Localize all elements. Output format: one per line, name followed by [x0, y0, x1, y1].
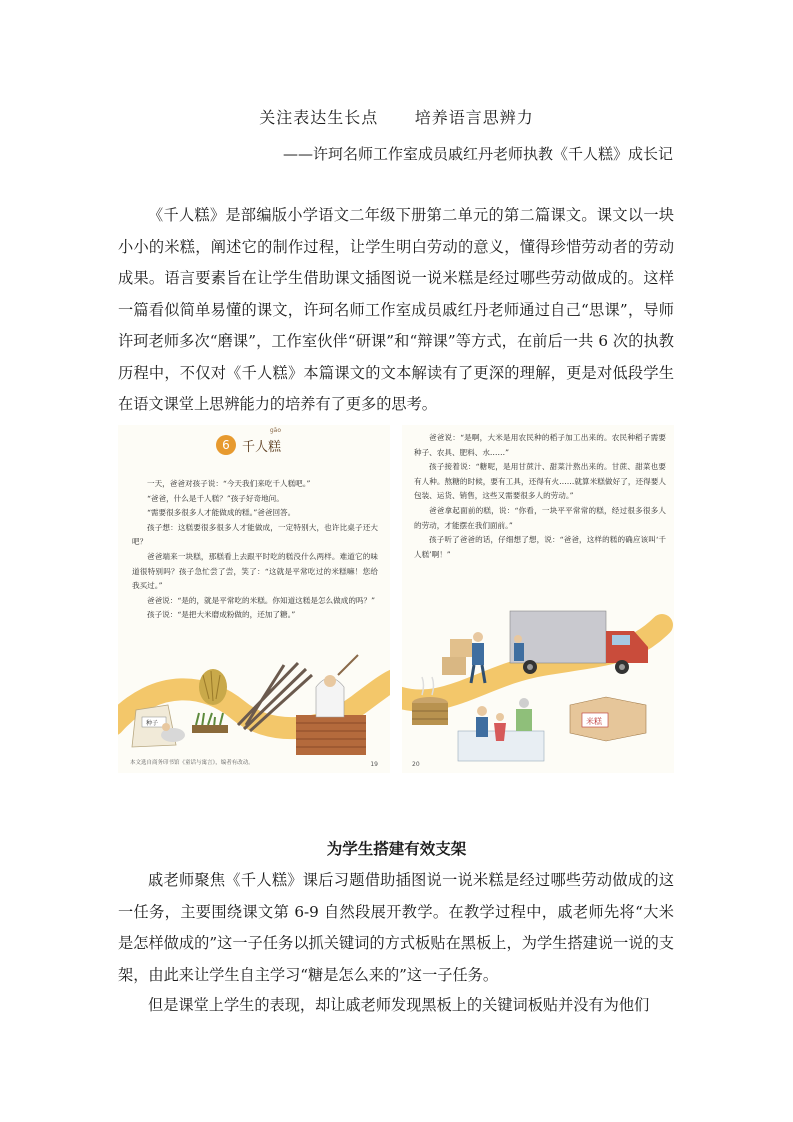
lesson-heading: [216, 426, 282, 455]
textbook-left-page: [118, 425, 390, 773]
lesson-title: [242, 426, 282, 455]
intro-paragraph: 《千人糕》是部编版小学语文二年级下册第二单元的第二篇课文。课文以一块小小的米糕，阐述它的制作过程，让学生明白劳动的意义，懂得珍惜劳动者的劳动成果。语言要素旨在让学生借助课文插图说一说米糕是经过哪些劳动做成的。这样一篇看似简单易懂的课文，许珂名师工作室成员戚红丹老师通过自己“思课”，导师许珂老师多次“磨课”，工作室伙伴“研课”和“辩课”等方式，在前后一共 6 次的执教历程中，不仅对《千人糕》本篇课文的文本解读有了更深的理解，更是对低段学生在语文课堂上思辨能力的培养有了更多的思考。: [118, 206, 674, 413]
lesson-title-text: 千人糕: [242, 439, 282, 455]
shop-counter-illustration: [458, 698, 544, 761]
story-paragraph: 一天，爸爸对孩子说：“今天我们来吃千人糕吧。”: [147, 479, 311, 488]
lesson-title-pinyin: gāo: [269, 426, 282, 434]
story-paragraph: 孩子想：这糕要很多很多人才能做成，一定特别大，也许比桌子还大吧？: [132, 522, 378, 547]
story-paragraph: 爸爸端来一块糕，那糕看上去跟平时吃的糕没什么两样。难道它的味道很特别吗？孩子急忙尝了尝，笑了：“这就是平常吃过的米糕嘛！您给我买过。”: [132, 551, 378, 591]
story-paragraph: 爸爸说：“是啊，大米是用农民种的稻子加工出来的。农民种稻子需要种子、农具、肥料、水……”: [414, 433, 666, 457]
section-paragraph: 戚老师聚焦《千人糕》课后习题借助插图说一说米糕是经过哪些劳动做成的这一任务，主要围绕课文第 6-9 自然段展开教学。在教学过程中，戚老师先将“大米是怎样做成的”这一子任务以抓关键词的方式板贴在黑板上，为学生搭建说一说的支架，由此来让学生自主学习“糖是怎么来的”这一子任务。: [118, 871, 674, 984]
section-heading: 为学生搭建有效支架: [326, 839, 467, 858]
story-paragraph: 爸爸拿起面前的糕，说：“你看，一块平平常常的糕，经过很多很多人的劳动，才能摆在我们面前。”: [414, 505, 666, 530]
lesson-number-badge: 6: [216, 435, 236, 455]
steamer-basket-illustration: [412, 677, 448, 725]
rice-bundle-illustration: [199, 669, 227, 705]
section-paragraph: 但是课堂上学生的表现，却让戚老师发现黑板上的关键词板贴并没有为他们: [148, 996, 650, 1014]
right-page-number: 20: [412, 761, 420, 768]
farmer-illustration: [161, 723, 185, 742]
story-paragraph: 孩子听了爸爸的话，仔细想了想，说：“爸爸，这样的糕的确应该叫‘千人糕’啊！”: [414, 535, 666, 559]
rice-cake-box-illustration: [570, 697, 646, 741]
seed-bag-label: 种子: [146, 720, 159, 727]
right-page-story: [414, 431, 666, 562]
seedling-illustration: [192, 713, 228, 733]
textbook-spread: [118, 425, 674, 773]
left-page-number: 19: [370, 761, 378, 768]
story-paragraph: “需要很多很多人才能做成的糕。”爸爸回答。: [147, 508, 296, 518]
left-page-footnote: 本文选自商务印书馆《童话与寓言》，编者有改动。: [130, 760, 254, 766]
story-paragraph: 爸爸说：“是的，就是平常吃的米糕。你知道这糕是怎么做成的吗？”: [147, 595, 375, 605]
rice-cake-box-label: 米糕: [586, 717, 602, 726]
story-paragraph: 孩子说：“是把大米磨成粉做的，还加了糖。”: [147, 610, 296, 620]
left-page-story: [132, 477, 378, 623]
story-paragraph: “爸爸，什么是千人糕？”孩子好奇地问。: [147, 493, 284, 503]
article-subtitle: ——许珂名师工作室成员戚红丹老师执教《千人糕》成长记: [282, 145, 673, 163]
story-paragraph: 孩子接着说：“糖呢，是用甘蔗汁、甜菜汁熬出来的。甘蔗、甜菜也要有人种。熬糖的时候，要有工具，还得有火……就算米糕做好了，还得要人包装、运货、销售，这些又需要很多人的劳动。”: [414, 462, 666, 501]
article-title: 关注表达生长点 培养语言思辨力: [259, 108, 534, 127]
textbook-right-page: [402, 425, 674, 773]
